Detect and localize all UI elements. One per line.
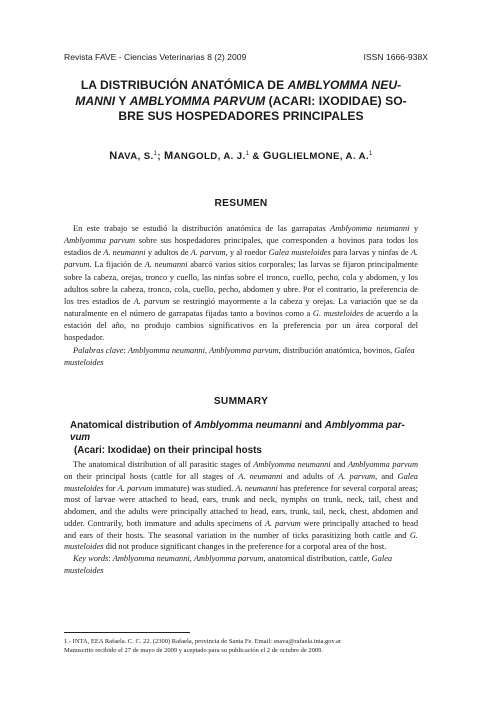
species-name: A. neumanni: [235, 483, 278, 493]
key-words: [64, 553, 418, 577]
species-name: Amblyomma parvum: [64, 236, 136, 246]
species-name: A. parvum: [338, 471, 376, 481]
text-run: and: [301, 420, 325, 431]
author-name: AVA, S.: [117, 151, 154, 162]
author-list: [64, 150, 418, 162]
footnote-divider: [64, 632, 190, 633]
species-name: A. parvum: [190, 248, 226, 258]
text-run: abarcó varios sitios corporales; las larvas se fijaron principalmente sobre la cabeza, orejas, tronco y cuello, las ninfas sobre el tronco, cuello, pecho, cola y abdomen, y los adultos sobre la cabeza, tronco, cola, cuello, pecho, abdomen y ubre. Por el contrario, la preferencia de los tres estadios de: [64, 260, 418, 306]
journal-citation: Revista FAVE - Ciencias Veterinarias 8 (2) 2009: [64, 52, 247, 62]
text-run: para larvas y ninfas de: [330, 248, 411, 258]
text-run: En este trabajo se estudió la distribución anatómica de las garrapatas: [73, 224, 331, 233]
title-text: LA DISTRIBUCIÓN ANATÓMICA DE: [80, 78, 288, 92]
resumen-body: [64, 223, 418, 369]
species-name: Amblyomma parvum: [193, 554, 264, 563]
species-name: A. parvum: [264, 518, 301, 528]
summary-body: [64, 459, 418, 577]
text-run: and: [330, 460, 348, 469]
species-name: Amblyomma parvum: [347, 460, 418, 469]
text-run: ,: [189, 554, 194, 563]
species-name: Galea musteloides: [64, 471, 418, 493]
text-run: Anatomical distribution of: [70, 420, 195, 431]
footnote-affiliation: 1.- INTA, EEA Rafaela. C. C. 22. (2300) Rafaela, provincia de Santa Fe. Email: snava@rafaela.inta.gov.ar: [64, 638, 342, 645]
title-species: MANNI: [75, 93, 116, 108]
text-run: has preference for several corporal areas; most of larvae were attached to head, ears, trunk and neck, nymphs on trunk, neck, tail, chest and abdomen, and the adults were principally attached to head, ears, trunk, tail, neck, chest, abdomen and udder. Contrarily, both immature and adults specimens of: [64, 483, 419, 528]
species-name: G. musteloides: [64, 530, 418, 552]
species-name: Amblyomma neumanni: [194, 420, 302, 431]
species-name: A. neumanni: [238, 471, 283, 481]
author-separator: &: [249, 151, 263, 162]
text-run: and adults of: [282, 471, 339, 481]
affiliation-mark: 1: [245, 150, 250, 157]
species-name: Amblyomma parvum: [209, 345, 279, 355]
affiliation-mark: 1: [369, 150, 373, 157]
species-name: A. parvum: [117, 483, 153, 493]
resumen-heading: RESUMEN: [214, 198, 268, 209]
text-run: y adultos de: [145, 248, 191, 258]
text-run: , distribución anatómica, bovinos,: [278, 345, 395, 355]
title-text: BRE SUS HOSPEDADORES PRINCIPALES: [118, 109, 364, 124]
text-run: The anatomical distribution of all parasitic stages of: [73, 460, 254, 469]
species-name: A. parvum: [64, 248, 419, 270]
text-run: immature) was studied.: [152, 483, 236, 493]
text-run: , and: [375, 471, 398, 481]
species-name: A. neumanni: [144, 260, 188, 270]
text-run: :: [123, 345, 128, 355]
species-name: Amblyomma par-vum: [70, 420, 405, 444]
author-initial: G: [262, 150, 272, 162]
species-name: A. neumanni: [103, 248, 146, 258]
footnote: [64, 637, 424, 655]
species-name: Galea musteloides: [64, 554, 393, 575]
author-initial: M: [164, 150, 174, 162]
text-run: , anatomical distribution, cattle,: [263, 554, 372, 563]
running-head: [64, 52, 428, 62]
issn: ISSN 1666-938X: [363, 52, 428, 62]
title-text: Y: [115, 93, 130, 108]
summary-heading: SUMMARY: [213, 396, 269, 407]
species-name: Amblyomma neumanni: [127, 345, 205, 355]
text-run: on their principal hosts (cattle for all stages of: [64, 471, 239, 481]
title-species: AMBLYOMMA NEU-: [287, 78, 402, 92]
affiliation-mark: 1: [153, 150, 158, 157]
keywords-label: Key words: [73, 554, 109, 563]
text-run: were principally attached to head and ears of their hosts. The seasonal variation in the number of ticks parasitizing both cattle and: [64, 518, 419, 540]
author-name: UGLIELMONE, A. A.: [271, 151, 370, 162]
species-name: Amblyomma neumanni: [253, 460, 331, 469]
text-run: , y al roedor: [225, 248, 269, 258]
species-name: Amblyomma neumanni: [112, 554, 190, 563]
species-name: Amblyomma neumanni: [330, 224, 410, 233]
summary-paragraph: [64, 459, 418, 553]
text-run: for: [103, 483, 118, 493]
text-run: de acuerdo a la estación del año, no produjo cambios significativos en la preferencia por un área corporal del hospedador.: [64, 309, 419, 343]
text-run: ,: [204, 345, 210, 355]
footnote-dates: Manuscrito recibido el 27 de mayo de 2009 y aceptado para su publicación el 2 de octubre de 2009.: [64, 647, 324, 654]
article-title: [60, 78, 422, 125]
author-separator: ;: [157, 151, 165, 162]
text-run: sobre sus hospedadores principales, que corresponden a bovinos para todos los estadios de: [64, 236, 418, 258]
text-run: did not produce significant changes in the preference for a corporal area of the host.: [103, 542, 387, 552]
text-run: se restringió mayormente a la cabeza y orejas. La variación que se da naturalmente en el número de garrapatas fijadas tanto a bovinos como a: [64, 296, 419, 319]
species-name: G. musteloides: [312, 309, 364, 319]
resumen-paragraph: [64, 223, 418, 345]
author-name: ANGOLD, A. J.: [173, 151, 246, 162]
author-initial: N: [109, 150, 118, 162]
text-run: y: [409, 224, 418, 233]
title-text: (ACARI: IXODIDAE) SO-: [265, 93, 407, 108]
title-species: AMBLYOMMA PARVUM: [129, 93, 266, 108]
english-subtitle: (Acari: Ixodidae) on their principal hosts: [74, 444, 262, 456]
english-title: [70, 420, 418, 457]
species-name: Galea musteloides: [268, 248, 331, 258]
keywords-label: Palabras clave: [73, 345, 124, 355]
species-name: A. parvum: [133, 296, 170, 306]
species-name: Galea musteloides: [64, 345, 415, 367]
text-run: . La fijación de: [89, 260, 145, 270]
text-run: :: [108, 554, 113, 563]
palabras-clave: [64, 345, 418, 369]
